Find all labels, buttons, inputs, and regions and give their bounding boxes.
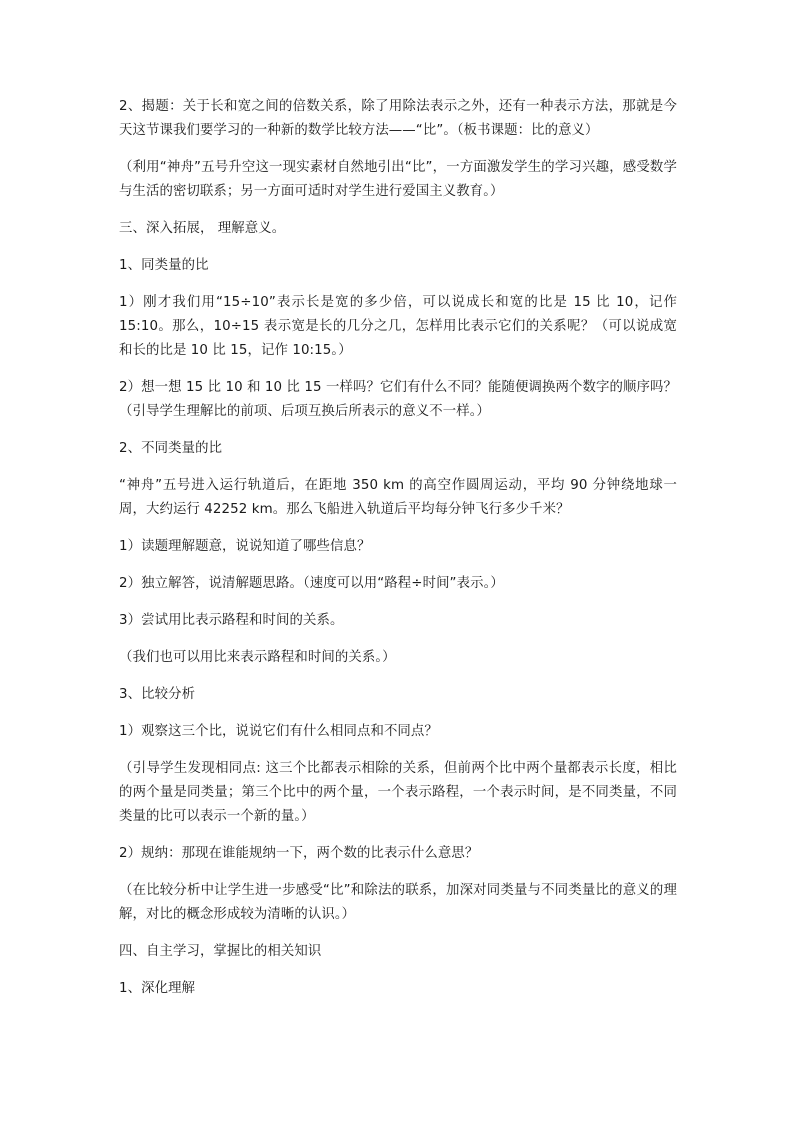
paragraph-division-link-note: （在比较分析中让学生进一步感受“比”和除法的联系，加深对同类量与不同类量比的意义的理解，对比的概念形成较为清晰的认识。） bbox=[119, 883, 677, 922]
step-observe-ratios: 1）观察这三个比，说说它们有什么相同点和不同点？ bbox=[119, 724, 438, 739]
section-heading-3: 三、深入拓展， 理解意义。 bbox=[119, 221, 286, 236]
step-express-ratio: 3）尝试用比表示路程和时间的关系。 bbox=[119, 613, 344, 628]
paragraph-shenzhou-note: （利用“神舟”五号升空这一现实素材自然地引出“比”，一方面激发学生的学习兴趣，感受数学与生活的密切联系；另一方面可适时对学生进行爱国主义教育。） bbox=[119, 160, 677, 199]
document-body bbox=[119, 95, 677, 1001]
subheading-compare-analyze: 3、比较分析 bbox=[119, 687, 196, 702]
subheading-same-kind-ratio: 1、同类量的比 bbox=[119, 258, 209, 273]
step-solve: 2）独立解答，说清解题思路。（速度可以用“路程÷时间”表示。） bbox=[119, 576, 504, 591]
paragraph-15-to-10: 1）刚才我们用“15÷10”表示长是宽的多少倍，可以说成长和宽的比是 15 比 10，记作 15:10。那么，10÷15 表示宽是长的几分之几，怎样用比表示它们的关系呢？（可以说成宽和长的比是 10 比 15，记作 10:15。） bbox=[119, 295, 677, 358]
subheading-deepen-understanding: 1、深化理解 bbox=[119, 981, 196, 996]
step-summarize: 2）规纳：那现在谁能规纳一下，两个数的比表示什么意思？ bbox=[119, 846, 479, 861]
subheading-different-kind-ratio: 2、不同类量的比 bbox=[119, 441, 223, 456]
step-read-problem: 1）读题理解题意，说说知道了哪些信息？ bbox=[119, 539, 371, 554]
paragraph-distance-time-note: （我们也可以用比来表示路程和时间的关系。） bbox=[119, 650, 396, 665]
paragraph-think-compare: 2）想一想 15 比 10 和 10 比 15 一样吗？它们有什么不同？能随便调换两个数字的顺序吗？（引导学生理解比的前项、后项互换后所表示的意义不一样。） bbox=[119, 380, 677, 419]
paragraph-similarities-note: （引导学生发现相同点: 这三个比都表示相除的关系，但前两个比中两个量都表示长度，相比的两个量是同类量；第三个比中的两个量，一个表示路程，一个表示时间，是不同类量，不同类量的比可以表示一个新的量。） bbox=[119, 761, 677, 824]
paragraph-reveal-topic: 2、揭题：关于长和宽之间的倍数关系，除了用除法表示之外，还有一种表示方法，那就是今天这节课我们要学习的一种新的数学比较方法——“比”。（板书课题：比的意义） bbox=[119, 99, 677, 138]
paragraph-orbit-problem: “神舟”五号进入运行轨道后，在距地 350 km 的高空作圆周运动，平均 90 分钟绕地球一周，大约运行 42252 km。那么飞船进入轨道后平均每分钟飞行多少千米？ bbox=[119, 478, 677, 517]
section-heading-4: 四、自主学习，掌握比的相关知识 bbox=[119, 944, 322, 959]
